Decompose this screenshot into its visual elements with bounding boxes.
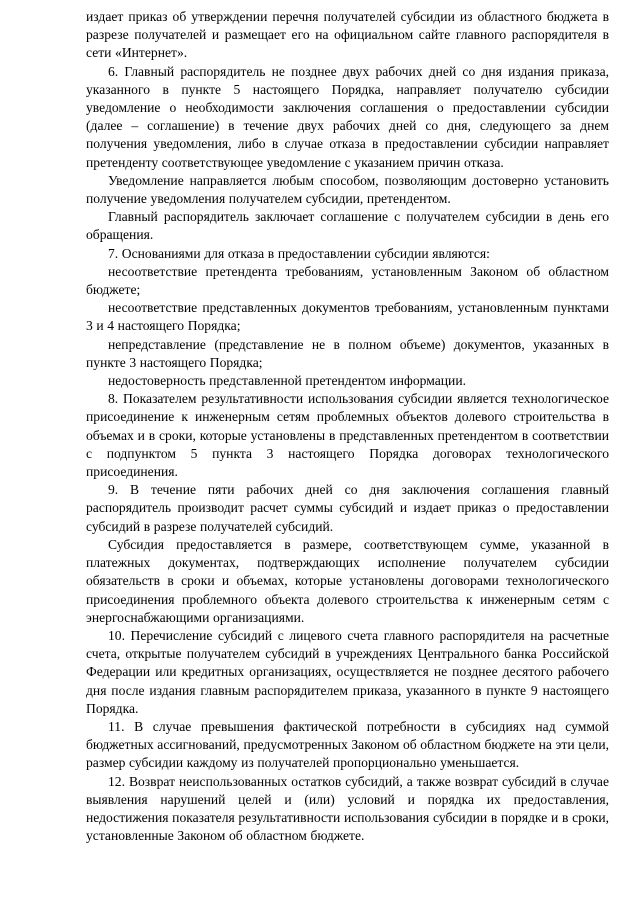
paragraph-refusal-reason-2: несоответствие представленных документов требованиям, установленным пунктами 3 и 4 настоящего Порядка;: [86, 300, 609, 334]
paragraph-item-10: 10. Перечисление субсидий с лицевого счета главного распорядителя на расчетные счета, открытые получателем субсидий в учреждениях Центрального банка Российской Федерации или кредитных организациях, осуществляется не позднее десятого рабочего дня после издания главным распорядителем приказа, указанного в пункте 9 настоящего Порядка.: [86, 627, 609, 716]
paragraph-item-8: 8. Показателем результативности использования субсидии является технологическое присоединение к инженерным сетям проблемных объектов долевого строительства в объемах и в сроки, которые установлены в представленных претендентом в соответствии с подпунктом 5 пункта 3 настоящего Порядка договорах технологического присоединения.: [86, 391, 609, 480]
paragraph-item-9: 9. В течение пяти рабочих дней со дня заключения соглашения главный распорядитель производит расчет суммы субсидий и издает приказ о предоставлении субсидий в разрезе получателей субсидий.: [86, 482, 609, 534]
paragraph-subsidy-amount: Субсидия предоставляется в размере, соответствующем сумме, указанной в платежных документах, подтверждающих исполнение получателем субсидии обязательств в сроки и объемах, которые установлены договорами технологического присоединения проблемного объекта долевого строительства к инженерным сетям с энергоснабжающими организациями.: [86, 536, 609, 625]
paragraph-refusal-reason-1: несоответствие претендента требованиям, установленным Законом об областном бюджете;: [86, 263, 609, 298]
paragraph-item-7: 7. Основаниями для отказа в предоставлении субсидии являются:: [108, 245, 490, 261]
paragraph-item-6: 6. Главный распорядитель не позднее двух рабочих дней со дня издания приказа, указанного в пункте 5 настоящего Порядка, направляет получателю субсидии уведомление о необходимости заключения соглашения о предоставлении субсидии (далее – соглашение) в течение двух рабочих дней со дня, следующего за днем получения уведомления, либо в случае отказа в предоставлении субсидии направляет претенденту соответствующее уведомление с указанием причин отказа.: [86, 63, 609, 170]
paragraph-notification-method: Уведомление направляется любым способом, позволяющим достоверно установить получение уведомления получателем субсидии, претендентом.: [86, 172, 609, 207]
paragraph-continuation: издает приказ об утверждении перечня получателей субсидии из областного бюджета в разрезе получателей и размещает его на официальном сайте главного распорядителя в сети «Интернет».: [86, 9, 609, 61]
paragraph-item-11: 11. В случае превышения фактической потребности в субсидиях над суммой бюджетных ассигнований, предусмотренных Законом об областном бюджете на эти цели, размер субсидии каждому из получателей пропорционально уменьшается.: [86, 718, 609, 771]
paragraph-refusal-reason-3: непредставление (представление не в полном объеме) документов, указанных в пункте 3 настоящего Порядка;: [86, 336, 609, 370]
paragraph-refusal-reason-4: недостоверность представленной претендентом информации.: [108, 373, 467, 389]
paragraph-item-12: 12. Возврат неиспользованных остатков субсидий, а также возврат субсидий в случае выявления нарушений целей и (или) условий и порядка их предоставления, недостижения показателя результативности использования субсидии в порядке и в сроки, установленные Законом об областном бюджете.: [86, 773, 609, 844]
paragraph-agreement-conclusion: Главный распорядитель заключает соглашение с получателем субсидии в день его обращения.: [86, 209, 609, 243]
